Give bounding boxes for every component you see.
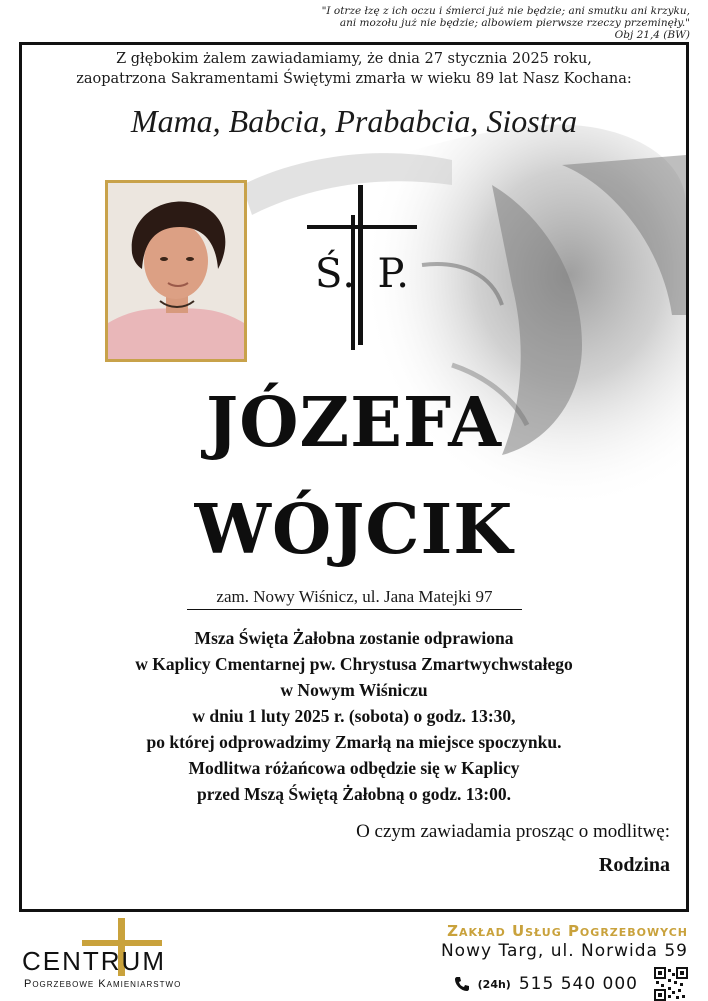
intro-line-1: Z głębokim żalem zawiadamiamy, że dnia 27 stycznia 2025 roku, [116,51,592,67]
epigraph [270,5,690,41]
epigraph-source: Obj 21,4 (BW) [614,29,690,41]
family-roles: Mama, Babcia, Prababcia, Siostra [130,103,578,139]
centrum-logo [22,918,222,998]
mass-line: przed Mszą Świętą Żałobną o godz. 13:00. [196,784,512,804]
mass-line: w Kaplicy Cmentarnej pw. Chrystusa Zmartwychwstałego [135,654,573,674]
deceased-photo [105,180,247,362]
sp-left: Ś. [315,251,356,297]
sp-right: P. [377,251,409,297]
epigraph-line-1: "I otrze łzę z ich oczu i śmierci już nie będzie; ani smutku ani krzyku, [321,5,690,17]
announcement-intro [22,49,686,89]
intro-line-2: zaopatrzona Sakramentami Świętymi zmarła w wieku 89 lat Nasz Kochana: [76,71,632,87]
company-phone[interactable]: 515 540 000 [518,974,638,994]
logo-subtitle: Pogrzebowe Kamieniarstwo [24,978,182,990]
phone-hours-label: (24h) [477,977,511,991]
sp-letters [315,251,409,297]
funeral-company-info [441,922,688,1001]
logo-name: CENTRUM [22,946,166,976]
company-name: Zakład Usług Pogrzebowych [447,922,688,940]
mass-line: w Nowym Wiśniczu [280,680,428,700]
phone-icon [454,976,470,992]
deceased-last-name: WÓJCIK [194,490,514,570]
deceased-first-name: JÓZEFA [206,383,502,463]
family-signature: Rodzina [598,854,670,876]
mass-line: Msza Święta Żałobna zostanie odprawiona [194,628,514,648]
deceased-address: zam. Nowy Wiśnicz, ul. Jana Matejki 97 [187,587,522,610]
closing-text: O czym zawiadamia prosząc o modlitwę: [356,821,670,842]
mass-line: w dniu 1 luty 2025 r. (sobota) o godz. 13:30, [192,706,516,726]
epigraph-line-2: ani mozołu już nie będzie; albowiem pierwsze rzeczy przeminęły." [339,17,690,29]
mass-details [22,625,686,807]
qr-code-icon [654,967,688,1001]
company-address: Nowy Targ, ul. Norwida 59 [440,941,688,961]
obituary-frame [19,42,689,912]
mass-line: Modlitwa różańcowa odbędzie się w Kaplicy [188,758,520,778]
mass-line: po której odprowadzimy Zmarłą na miejsce spoczynku. [146,732,562,752]
sp-cross-emblem [307,185,417,355]
company-phone-row [441,967,688,1001]
